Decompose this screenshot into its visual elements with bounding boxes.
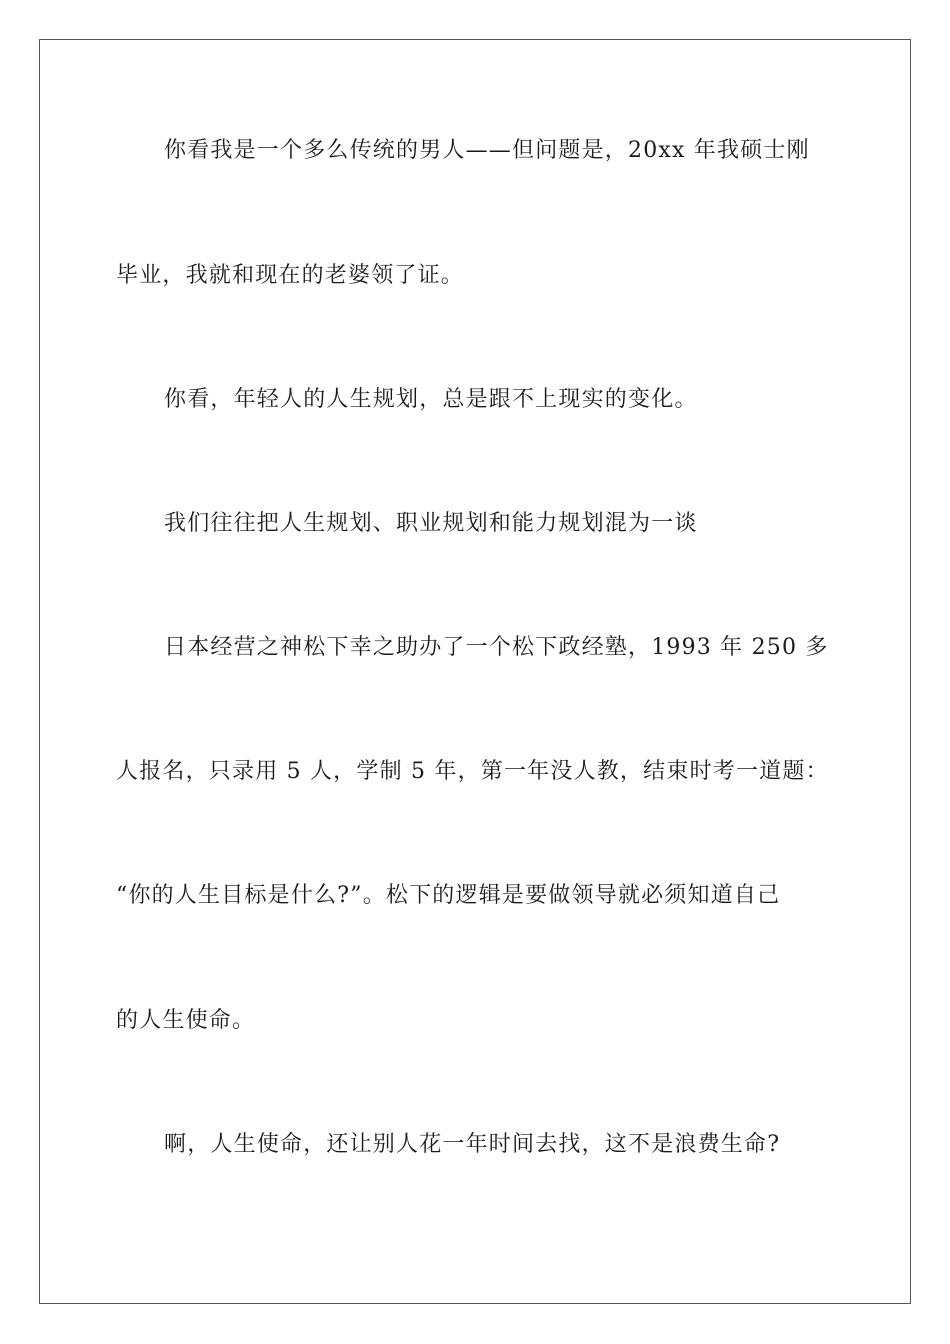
text-line-5: 日本经营之神松下幸之助办了一个松下政经塾，1993 年 250 多 [164,635,829,660]
text-line-1: 你看我是一个多么传统的男人——但问题是，20xx 年我硕士刚 [164,138,810,163]
text-line-9: 啊，人生使命，还让别人花一年时间去找，这不是浪费生命? [164,1132,781,1157]
text-line-4: 我们往往把人生规划、职业规划和能力规划混为一谈 [164,511,698,536]
text-line-7: “你的人生目标是什么?”。松下的逻辑是要做领导就必须知道自己 [116,883,781,908]
text-line-2: 毕业，我就和现在的老婆领了证。 [116,263,465,288]
text-line-6: 人报名，只录用 5 人，学制 5 年，第一年没人教，结束时考一道题： [116,759,829,784]
page-border [39,39,911,1304]
text-line-8: 的人生使命。 [116,1008,256,1033]
text-line-3: 你看，年轻人的人生规划，总是跟不上现实的变化。 [164,387,698,412]
